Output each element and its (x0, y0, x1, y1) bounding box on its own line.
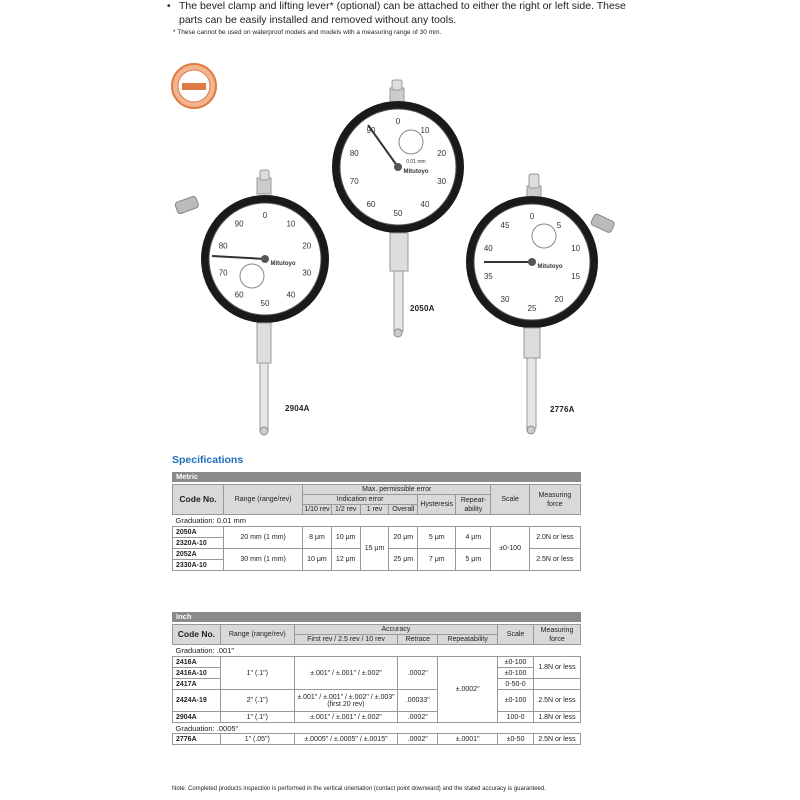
metric-bar: Metric (172, 472, 581, 482)
header-scale: Scale (498, 625, 534, 645)
table-cell: 25 μm (389, 549, 418, 571)
table-cell: 1" (.05") (220, 734, 294, 745)
header-1-rev: 1 rev (360, 505, 389, 515)
dial-number: 10 (420, 125, 430, 135)
dial-number: 10 (571, 243, 581, 253)
table-cell: ±.001" / ±.001" / ±.002" (294, 712, 398, 723)
table-cell: 10 μm (331, 527, 360, 549)
dial-number: 80 (349, 148, 359, 158)
table-cell: 12 μm (331, 549, 360, 571)
metric-graduation: Graduation: 0.01 mm (173, 515, 581, 527)
header-overall: Overall (389, 505, 418, 515)
inspection-note: Note: Completed products inspection is performed in the vertical orientation (contact point downward) and the stated accuracy is guaranteed. (172, 786, 546, 792)
dial-number: 45 (500, 220, 510, 230)
table-cell: 1.8N or less (534, 657, 581, 679)
dial-number: 25 (527, 304, 537, 313)
dial-number: 60 (234, 290, 244, 300)
table-cell: 2416A-10 (173, 668, 221, 679)
header-force: Measuring force (529, 485, 580, 515)
dial-number: 10 (286, 219, 296, 229)
table-cell: .0002" (398, 734, 438, 745)
table-cell: 2330A-10 (173, 560, 224, 571)
table-cell: ±.0001" (438, 734, 498, 745)
intro-footnote: * These cannot be used on waterproof models and models with a measuring range of 30 mm. (173, 29, 442, 36)
table-cell (534, 679, 581, 690)
table-cell: 2320A-10 (173, 538, 224, 549)
table-cell: 2416A (173, 657, 221, 668)
table-cell: 8 μm (303, 527, 332, 549)
table-cell: 20 mm (1 mm) (224, 527, 303, 549)
table-cell: 4 μm (456, 527, 491, 549)
header-repeatability: Repeatability (438, 635, 498, 645)
header-range: Range (range/rev) (224, 485, 303, 515)
table-cell: 2.5N or less (534, 734, 581, 745)
table-cell: 2" (.1") (220, 690, 294, 712)
dial-number: 90 (366, 125, 376, 135)
table-cell: 2904A (173, 712, 221, 723)
header-mpe: Max. permissible error (303, 485, 491, 495)
model-label-2050A: 2050A (410, 304, 435, 313)
model-label-2776A: 2776A (550, 405, 575, 414)
dial-number: 0 (395, 117, 401, 126)
dial-number: 35 (483, 272, 493, 282)
resolution-label: 0.01 mm (406, 159, 426, 165)
table-cell: ±.0005" / ±.0005" / ±.0015" (294, 734, 398, 745)
header-1-10-rev: 1/10 rev (304, 506, 330, 513)
inch-graduation-0005: Graduation: .0005" (173, 723, 581, 734)
table-cell: .0002" (398, 712, 438, 723)
dial-number: 60 (366, 200, 376, 210)
table-cell: 2050A (173, 527, 224, 538)
table-cell: 7 μm (418, 549, 456, 571)
inch-spec-table (172, 624, 581, 745)
header-accuracy: Accuracy (294, 625, 497, 635)
dial-number: 40 (286, 290, 296, 300)
table-cell: ±0-100 (498, 690, 534, 712)
header-force: Measuring force (534, 625, 581, 645)
header-scale: Scale (491, 485, 529, 515)
table-cell: 5 μm (418, 527, 456, 549)
mitutoyo-certification-badge-icon (172, 64, 216, 108)
dial-number: 80 (218, 241, 228, 251)
dial-number: 50 (260, 299, 270, 308)
header-repeatability: Repeat-ability (456, 495, 491, 515)
dial-number: 90 (234, 219, 244, 229)
header-code: Code No. (173, 485, 224, 515)
table-cell: 2.0N or less (529, 527, 580, 549)
table-cell: ±0-100 (491, 527, 529, 571)
table-cell: 30 mm (1 mm) (224, 549, 303, 571)
header-retrace: Retrace (398, 635, 438, 645)
table-cell: 2052A (173, 549, 224, 560)
table-cell: 2776A (173, 734, 221, 745)
table-cell: 2417A (173, 679, 221, 690)
inch-graduation-001: Graduation: .001" (173, 645, 581, 657)
table-cell: ±.001" / ±.001" / ±.002" (294, 657, 398, 690)
table-cell: ±0-100 (498, 668, 534, 679)
table-cell: 1.8N or less (534, 712, 581, 723)
table-cell: 1" (.1") (220, 712, 294, 723)
dial-number: 30 (437, 177, 447, 187)
dial-gauge-2776A (466, 174, 615, 434)
table-cell: ±.001" / ±.001" / ±.002" / ±.003" (first 20 rev) (294, 690, 398, 712)
header-1-2-rev: 1/2 rev (331, 505, 360, 515)
header-range: Range (range/rev) (220, 625, 294, 645)
table-cell: 0-50-0 (498, 679, 534, 690)
model-label-2904A: 2904A (285, 404, 310, 413)
brand-label: Mitutoyo (270, 261, 296, 267)
table-cell: .0002" (398, 657, 438, 690)
table-cell: 20 μm (389, 527, 418, 549)
dial-number: 0 (262, 211, 268, 220)
table-cell: ±0-50 (498, 734, 534, 745)
dial-number: 40 (420, 200, 430, 210)
dial-number: 20 (302, 241, 312, 251)
header-hysteresis: Hysteresis (418, 495, 456, 515)
table-cell: ±.0002" (438, 657, 498, 723)
table-cell: 10 μm (303, 549, 332, 571)
specifications-title: Specifications (172, 454, 244, 466)
dial-number: 20 (554, 295, 564, 305)
intro-paragraph: The bevel clamp and lifting lever* (optional) can be attached to either the right or left side. These parts can be easily installed and removed without any tools. (179, 0, 626, 26)
brand-label: Mitutoyo (403, 169, 429, 175)
dial-number: 50 (393, 209, 403, 218)
dial-number: 40 (483, 243, 493, 253)
dial-number: 70 (218, 268, 228, 278)
inch-bar: Inch (172, 612, 581, 622)
brand-label: Mitutoyo (537, 264, 563, 270)
table-cell: 5 μm (456, 549, 491, 571)
dial-number: 0 (529, 212, 535, 221)
table-cell: 1" (.1") (220, 657, 294, 690)
dial-number: 15 (571, 272, 581, 282)
dial-number: 30 (500, 295, 510, 305)
header-first-rev: First rev / 2.5 rev / 10 rev (294, 635, 398, 645)
table-cell: 2.5N or less (534, 690, 581, 712)
table-cell: 100-0 (498, 712, 534, 723)
table-cell: 2424A-19 (173, 690, 221, 712)
table-cell: 2.5N or less (529, 549, 580, 571)
dial-number: 30 (302, 268, 312, 278)
metric-spec-table (172, 484, 581, 571)
dial-number: 70 (349, 177, 359, 187)
table-cell: 15 μm (360, 527, 389, 571)
dial-number: 20 (437, 148, 447, 158)
bullet: • (167, 1, 171, 12)
table-cell: .00033" (398, 690, 438, 712)
dial-gauge-2904A (174, 170, 329, 435)
header-indication: Indication error (303, 495, 418, 505)
table-cell: ±0-100 (498, 657, 534, 668)
dial-number: 5 (556, 220, 562, 230)
header-code: Code No. (173, 625, 221, 645)
